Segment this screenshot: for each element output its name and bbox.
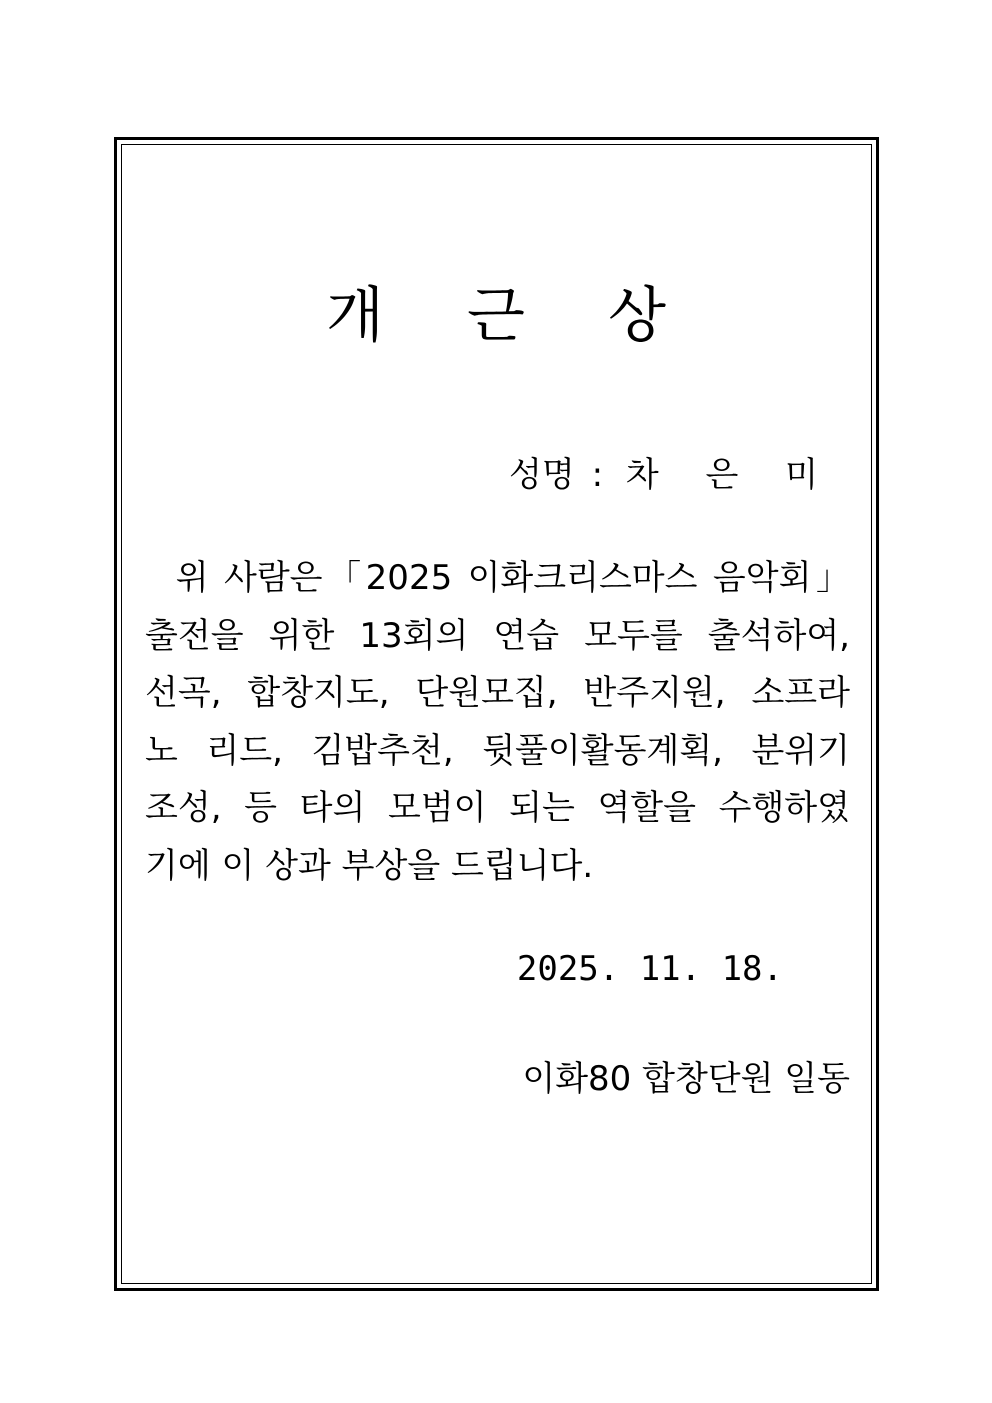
recipient-name: 차 은 미 [625,455,836,495]
name-colon: : [591,455,604,495]
certificate-body [145,550,850,895]
body-line-4: 노 리드, 김밥추천, 뒷풀이활동계획, 분위기 [145,730,850,771]
body-line-6: 기에 이 상과 부상을 드립니다. [145,845,594,886]
award-date: 2025. 11. 18. [516,949,783,989]
certificate-title: 개 근 상 [325,281,699,351]
recipient-line [0,451,836,499]
body-line-2: 출전을 위한 13회의 연습 모두를 출석하여, [145,615,850,656]
body-line-3: 선곡, 합창지도, 단원모집, 반주지원, 소프라 [145,673,850,713]
body-line-1: 위 사람은「2025 이화크리스마스 음악회」 [145,558,850,598]
issuer-name: 이화80 합창단원 일동 [522,1059,850,1099]
name-label: 성명 [509,455,575,495]
body-line-5: 조성, 등 타의 모범이 되는 역할을 수행하였 [145,788,850,828]
